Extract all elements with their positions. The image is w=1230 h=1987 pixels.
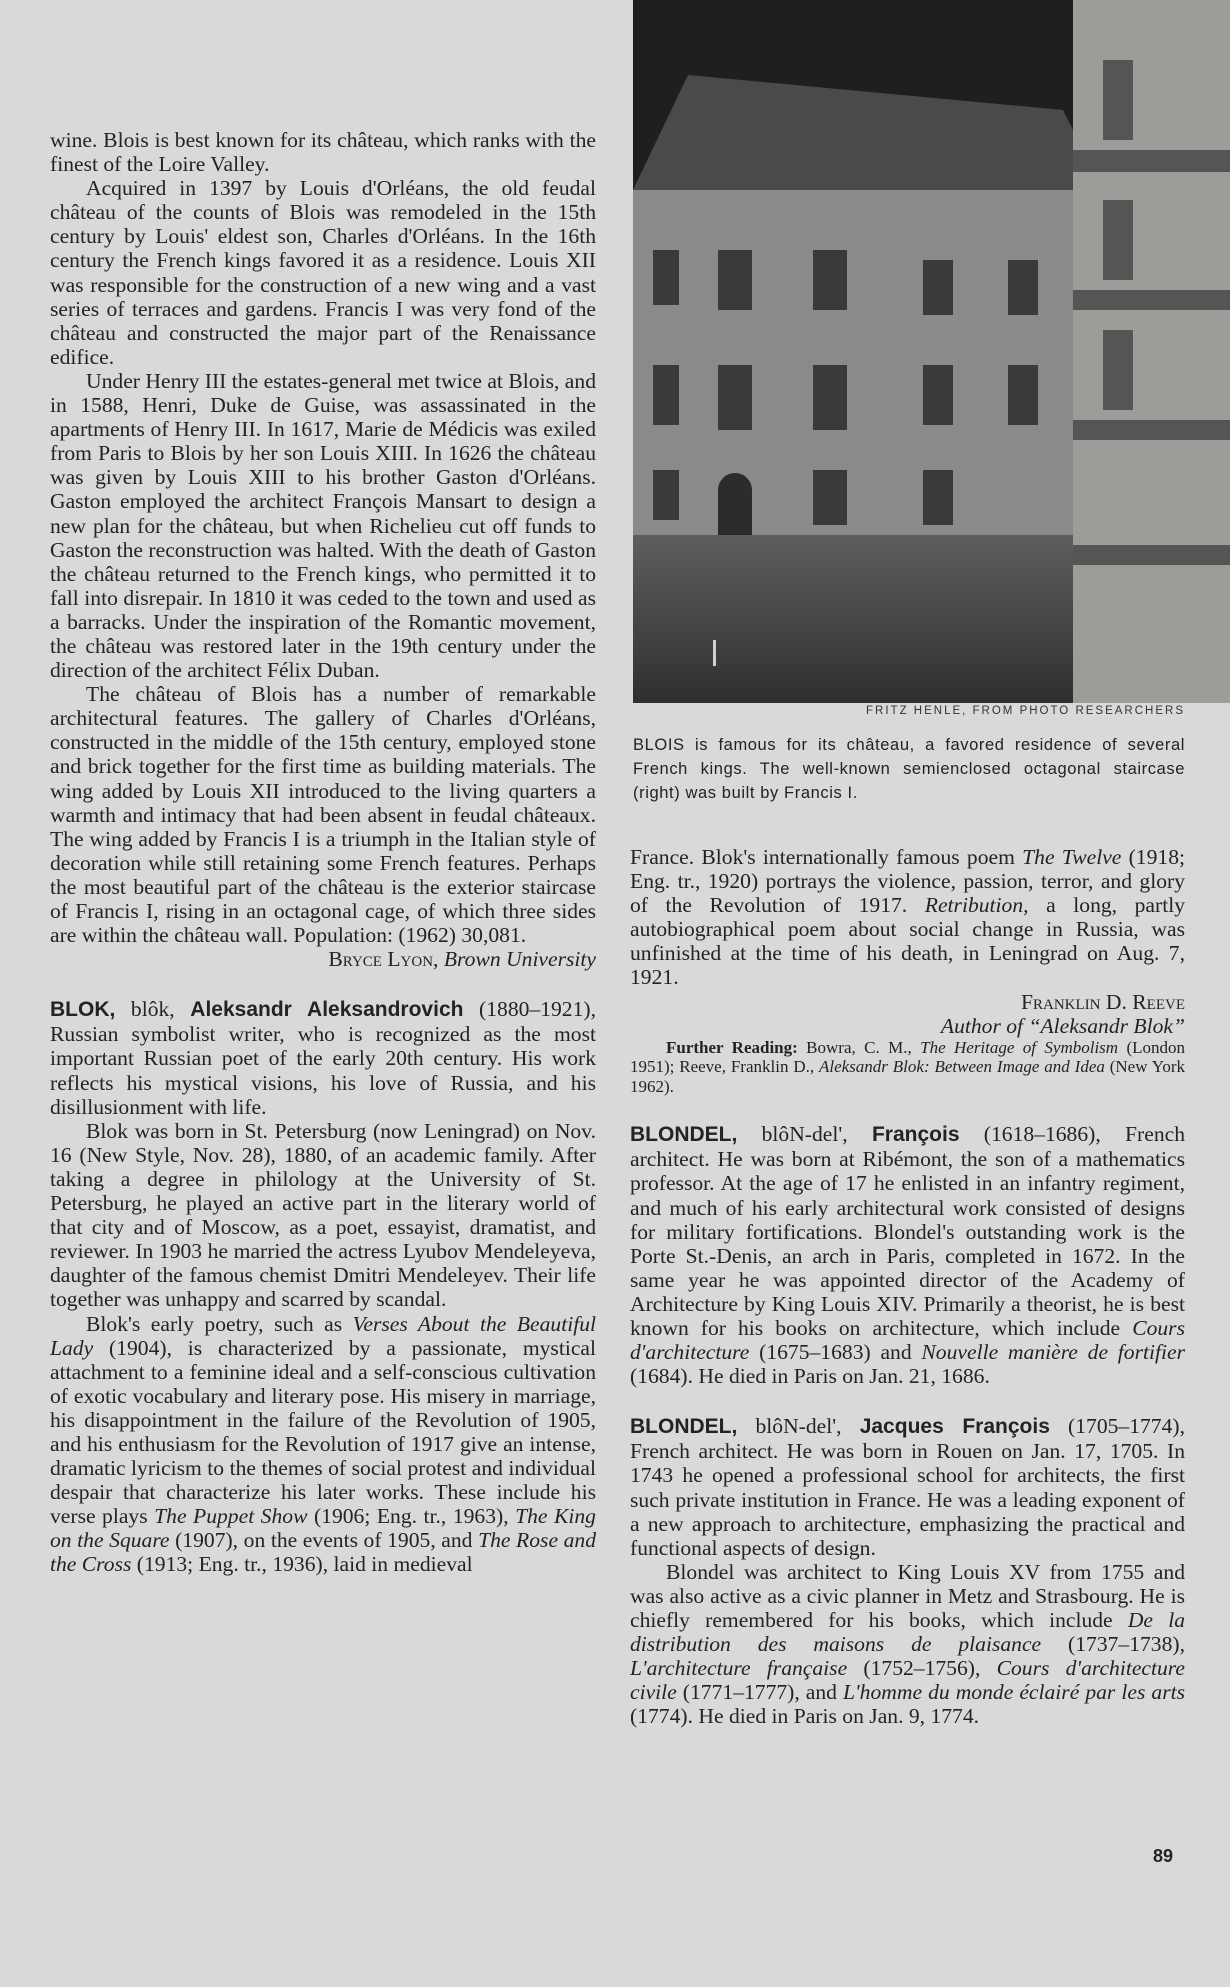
photo-caption: BLOIS is famous for its château, a favored residence of several French kings. The well-known semienclosed octagonal staircase (right) was built by Francis I.: [633, 736, 1185, 802]
entry-headword: BLONDEL,: [630, 1415, 738, 1439]
italic-text: Verses About the Beautiful Lady: [50, 1311, 596, 1360]
italic-text: Nouvelle manière de fortifier: [921, 1340, 1185, 1365]
text-run: (1618–1686), French architect. He was born at Ribémont, the son of a mathematics professor. At the age of 17 he enlisted in an infantry regiment, and much of his early architectural work consisted of designs for military fortifications. Blondel's outstanding work is the Porte St.-Denis, an arch in Paris, completed in 1672. In the same year he was appointed director of the Academy of Architecture by King Louis XIV. Primarily a theorist, he is best known for his books on architecture, which include: [630, 1122, 1185, 1340]
italic-text: The Heritage of Symbolism: [920, 1037, 1119, 1057]
italic-text: Cours d'architecture: [630, 1316, 1185, 1365]
paragraph: [50, 1312, 596, 1577]
text-run: (London 1951); Reeve, Franklin D.,: [630, 1037, 1186, 1077]
text-run: a long, partly autobiographical poem about social change in Russia, was unfinished at the time of his death, in Leningrad on Aug. 7, 1921.: [630, 893, 1186, 990]
text-run: Further Reading:: [666, 1037, 798, 1057]
text-run: blôk,: [115, 997, 191, 1022]
text-run: (1880–1921), Russian symbolist writer, who is recognized as the most important Russian poet of the early 20th century. His work reflects his mystical visions, his love of Russia, and his disillusionment with life.: [50, 997, 596, 1119]
paragraph: [630, 845, 1185, 990]
italic-text: The Twelve: [1022, 845, 1122, 869]
paragraph: [50, 682, 596, 947]
text-run: Bowra, C. M.,: [797, 1037, 921, 1057]
text-run: blôN-del',: [737, 1414, 860, 1439]
paragraph: [50, 369, 596, 682]
entry-headword: BLOK,: [50, 998, 116, 1022]
entry-headword: BLONDEL,: [630, 1123, 738, 1147]
author-signature: [50, 947, 596, 971]
entry-headword: François: [871, 1123, 960, 1147]
italic-text: Brown University: [443, 947, 596, 972]
text-run: Franklin D. Reeve: [1020, 989, 1185, 1014]
text-run: (1737–1738),: [1041, 1632, 1185, 1657]
text-run: (1774). He died in Paris on Jan. 9, 1774.: [630, 1704, 980, 1729]
text-run: (1907), on the events of 1905, and: [169, 1528, 479, 1553]
paragraph: [50, 1119, 596, 1312]
page-number: 89: [1153, 1846, 1174, 1866]
text-run: (1906; Eng. tr., 1963),: [307, 1504, 516, 1529]
italic-text: De la distribution des maisons de plaisance: [630, 1608, 1185, 1657]
italic-text: Cours d'architecture civile: [630, 1656, 1185, 1705]
entry-headword: Jacques François: [859, 1415, 1050, 1439]
paragraph: [50, 128, 596, 176]
text-run: (1705–1774), French architect. He was born in Rouen on Jan. 17, 1705. In 1743 he opened a professional school for architects, the first such private institution in France. He was a leading exponent of a new approach to architecture, emphasizing the practical and functional aspects of design.: [630, 1414, 1185, 1560]
italic-text: L'homme du monde éclairé par les arts: [843, 1680, 1185, 1705]
text-run: wine. Blois is best known for its château, which ranks with the finest of the Loire Valley.: [50, 128, 596, 177]
italic-text: Author of “Aleksandr Blok”: [940, 1013, 1185, 1038]
text-run: (1675–1683) and: [749, 1340, 922, 1365]
paragraph: [50, 997, 596, 1118]
text-run: Acquired in 1397 by Louis d'Orléans, the old feudal château of the counts of Blois was remodeled in the 15th century by Louis' eldest son, Charles d'Orléans. In the 16th century the French kings favored it as a residence. Louis XII was responsible for the construction of a new wing and a vast series of terraces and gardens. Francis I was very fond of the château and constructed the major part of the Renaissance edifice.: [50, 176, 596, 369]
chateau-blois-photo: [633, 0, 1230, 703]
text-run: The château of Blois has a number of remarkable architectural features. The gallery of Charles d'Orléans, constructed in the middle of the 15th century, employed stone and brick together for the first time as building materials. The wing added by Louis XII introduced to the living quarters a warmth and intimacy that had been absent in feudal châteaux. The wing added by Francis I is a triumph in the Italian style of decoration while still retaining some French features. Perhaps the most beautiful part of the château is the exterior staircase of Francis I, rising in an octagonal cage, of which three sides are within the château wall. Population: (1962) 30,081.: [50, 682, 596, 948]
photo-credit: FRITZ HENLE, FROM PHOTO RESEARCHERS: [866, 705, 1185, 717]
text-run: (1684). He died in Paris on Jan. 21, 1686.: [630, 1364, 990, 1389]
text-run: (1904), is characterized by a passionate, mystical attachment to a feminine ideal and a self-conscious cultivation of exotic vocabulary and literary pose. His misery in marriage, his disappointment in the failure of the Revolution of 1905, and his enthusiasm for the Revolution of 1917 give an intense, dramatic lyricism to the themes of social protest and individual despair that characterize his later works. These include his verse plays: [50, 1335, 596, 1529]
paragraph: [630, 1414, 1185, 1560]
text-run: (1918; Eng. tr., 1920) portrays the violence, passion, terror, and glory of the Revolution of 1917.: [630, 845, 1185, 918]
paragraph: [50, 176, 596, 369]
text-run: (1913; Eng. tr., 1936), laid in medieval: [131, 1552, 473, 1577]
text-run: Under Henry III the estates-general met twice at Blois, and in 1588, Henri, Duke de Guise, was assassinated in the apartments of Henry III. In 1617, Marie de Médicis was exiled from Paris to Blois by her son Louis XIII. In 1626 the château was given by Louis XIII to his brother Gaston d'Orléans. Gaston employed the architect François Mansart to design a new plan for the château, but when Richelieu cut off funds to Gaston the reconstruction was halted. With the death of Gaston the château returned to the French kings, who permitted it to fall into disrepair. In 1810 it was ceded to the town and used as a barracks. Under the inspiration of the Romantic movement, the château was restored later in the 19th century under the direction of the architect Félix Duban.: [50, 368, 596, 683]
paragraph: [630, 1560, 1185, 1729]
text-run: Blok's early poetry, such as: [86, 1311, 353, 1336]
photo-image: [633, 0, 1230, 703]
text-run: blôN-del',: [737, 1122, 872, 1147]
paragraph: [630, 1038, 1185, 1097]
paragraph: [630, 1122, 1185, 1388]
right-column: [630, 845, 1185, 1729]
text-run: Blondel was architect to King Louis XV from 1755 and was also active as a civic planner in Metz and Strasbourg. He is chiefly remembered for his books, which include: [630, 1559, 1185, 1633]
italic-text: L'architecture française: [630, 1656, 848, 1681]
italic-text: Aleksandr Blok: Between Image and Idea: [818, 1057, 1105, 1077]
left-column: [50, 128, 596, 1577]
italic-text: The Puppet Show: [154, 1504, 308, 1529]
text-run: (1752–1756),: [847, 1656, 997, 1681]
text-run: Blok was born in St. Petersburg (now Leningrad) on Nov. 16 (New Style, Nov. 28), 1880, of an academic family. After taking a degree in philology at the University of St. Petersburg, he played an active part in the literary world of that city and of Moscow, as a poet, essayist, dramatist, and reviewer. In 1903 he married the actress Lyubov Mendeleyeva, daughter of the famous chemist Dmitri Mendeleyev. Their life together was unhappy and scarred by scandal.: [50, 1118, 596, 1312]
text-run: France. Blok's internationally famous poem: [630, 845, 1023, 869]
author-signature: [630, 990, 1185, 1014]
italic-text: The King on the Square: [50, 1504, 596, 1553]
text-run: (New York 1962).: [630, 1057, 1185, 1096]
text-run: Bryce Lyon,: [328, 947, 444, 972]
text-run: (1771–1777), and: [676, 1680, 844, 1705]
entry-headword: Aleksandr Aleksandrovich: [190, 998, 464, 1022]
author-signature: [630, 1014, 1185, 1038]
italic-text: Retribution,: [924, 893, 1029, 918]
italic-text: The Rose and the Cross: [50, 1528, 597, 1577]
